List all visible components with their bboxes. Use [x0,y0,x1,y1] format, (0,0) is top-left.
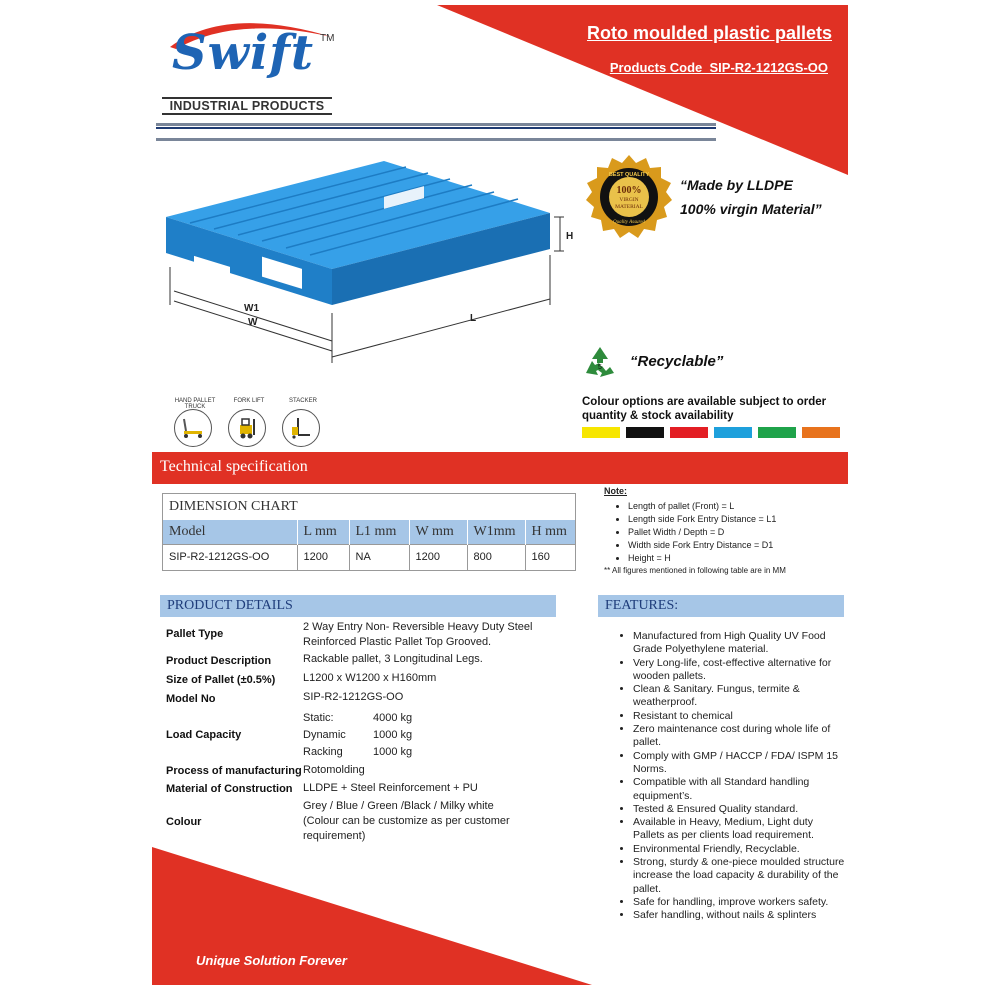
list-item: • Pallet Width / Depth = D [628,526,844,539]
dim-cell-w: 1200 [409,544,467,570]
dimension-chart-title: DIMENSION CHART [169,499,298,514]
logo-wordmark: Swift [172,25,315,81]
product-details-heading: PRODUCT DETAILS [167,598,293,613]
tech-spec-bar [152,452,848,484]
dim-cell-l: 1200 [297,544,349,570]
header-divider-3 [156,138,716,141]
list-item: • Safe for handling, improve workers safety. [633,896,846,909]
pallet-drawing [152,155,592,370]
list-item: • Length side Fork Entry Distance = L1 [628,513,844,526]
handling-equipment-icons [174,393,354,453]
page-title: Roto moulded plastic pallets [586,23,832,43]
dim-label-l: L [470,313,477,324]
list-item: • Compatible with all Standard handling equipment’s. [633,776,846,803]
note-title: Note: [604,486,627,496]
swatch-black [626,427,664,438]
dim-col-l1: L1 mm [349,520,409,544]
dim-col-model: Model [163,520,297,544]
detail-row-size: Size of Pallet (±0.5%) L1200 x W1200 x H160mm [166,672,437,686]
swatch-orange [802,427,840,438]
colour-availability-note: Colour options are available subject to order quantity & stock availability [582,396,827,422]
tech-spec-heading: Technical specification [160,458,308,475]
product-details-bar [160,595,556,617]
svg-text:100%: 100% [616,185,642,196]
dim-cell-l1: NA [349,544,409,570]
tagline: Unique Solution Forever [196,953,347,968]
logo-subtitle: INDUSTRIAL PRODUCTS [162,97,332,115]
list-item: • Strong, sturdy & one-piece moulded structure increase the load capacity & durability of the pallet. [633,856,846,896]
detail-row-colour: Colour Grey / Blue / Green /Black / Milky white (Colour can be customize as per customer requirement) [166,800,510,842]
recycle-icon [580,343,620,383]
detail-row-model: Model No SIP-R2-1212GS-OO [166,691,404,705]
dim-col-w: W mm [409,520,467,544]
dim-label-h: H [566,231,574,242]
list-item: • Zero maintenance cost during whole life of pallet. [633,723,846,750]
lldpe-claim [680,173,822,221]
pallet-body [166,161,550,305]
datasheet-page [152,5,848,985]
svg-text:5: 5 [598,364,602,371]
dimension-header-row [163,520,575,544]
swatch-yellow [582,427,620,438]
dim-cell-h: 160 [525,544,575,570]
colour-swatches [582,427,844,439]
swatch-green [758,427,796,438]
dim-label-w1: W1 [244,303,259,314]
dim-cell-model: SIP-R2-1212GS-OO [163,544,297,570]
header-divider-2 [156,127,716,129]
list-item: • Clean & Sanitary. Fungus, termite & weatherproof. [633,683,846,710]
dim-col-h: H mm [525,520,575,544]
detail-row-material: Material of Construction LLDPE + Steel Reinforcement + PU [166,782,478,795]
list-item: • Environmental Friendly, Recyclable. [633,843,846,856]
detail-row-load: Load Capacity Static: 4000 kg Dynamic 1000 kg Racking 1000 kg [166,708,566,762]
list-item: • Comply with GMP / HACCP / FDA/ ISPM 15 Norms. [633,750,846,777]
lldpe-claim-line2: 100% virgin Material” [680,201,822,217]
note-list [604,500,844,565]
logo-trademark: TM [320,33,335,44]
svg-text:MATERIAL: MATERIAL [615,204,643,210]
product-details-list [166,617,566,846]
note-footer: ** All figures mentioned in following table are in MM [604,566,786,575]
swatch-red [670,427,708,438]
list-item: • Height = H [628,552,844,565]
list-item: • Tested & Ensured Quality standard. [633,803,846,816]
quality-seal-icon [584,153,674,243]
detail-row-pallet-type: Pallet Type 2 Way Entry Non- Reversible Heavy Duty Steel Reinforced Plastic Pallet Top Grooved. [166,621,533,648]
recyclable-claim: “Recyclable” [630,353,724,370]
svg-text:BEST QUALITY: BEST QUALITY [608,172,650,178]
load-static: Static: 4000 kg [303,712,413,724]
forklift-icon: FORK LIFT [228,409,266,447]
lldpe-claim-line1: “Made by LLDPE [680,177,793,193]
load-dynamic: Dynamic 1000 kg [303,729,413,741]
features-list [600,630,846,923]
list-item: • Resistant to chemical [633,710,846,723]
swatch-blue [714,427,752,438]
hand-pallet-truck-icon: HAND PALLET TRUCK [174,409,212,447]
detail-row-process: Process of manufacturing Rotomolding [166,764,365,777]
list-item: • Manufactured from High Quality UV Food Grade Polyethylene material. [633,630,846,657]
dimension-table [163,520,575,570]
dimension-chart [162,493,576,571]
features-bar [598,595,844,617]
list-item: • Safer handling, without nails & splinters [633,909,846,922]
svg-text:VIRGIN: VIRGIN [619,197,639,203]
table-row [163,544,575,570]
list-item: • Available in Heavy, Medium, Light duty Pallets as per clients load requirement. [633,816,846,843]
list-item: • Width side Fork Entry Distance = D1 [628,539,844,552]
list-item: • Very Long-life, cost-effective alternative for wooden pallets. [633,657,846,684]
product-code: Products Code_SIP-R2-1212GS-OO [609,60,828,75]
list-item: • Length of pallet (Front) = L [628,500,844,513]
dim-col-l: L mm [297,520,349,544]
features-heading: FEATURES: [605,598,679,613]
dim-label-w: W [248,317,258,328]
swift-logo [160,11,335,113]
dim-cell-w1: 800 [467,544,525,570]
svg-text:Quality Assured: Quality Assured [612,220,646,225]
dimension-note [604,486,844,575]
header-divider [156,123,716,126]
stacker-icon: STACKER [282,409,320,447]
dim-col-w1: W1mm [467,520,525,544]
detail-row-description: Product Description Rackable pallet, 3 Longitudinal Legs. [166,653,483,667]
load-racking: Racking 1000 kg [303,746,413,758]
